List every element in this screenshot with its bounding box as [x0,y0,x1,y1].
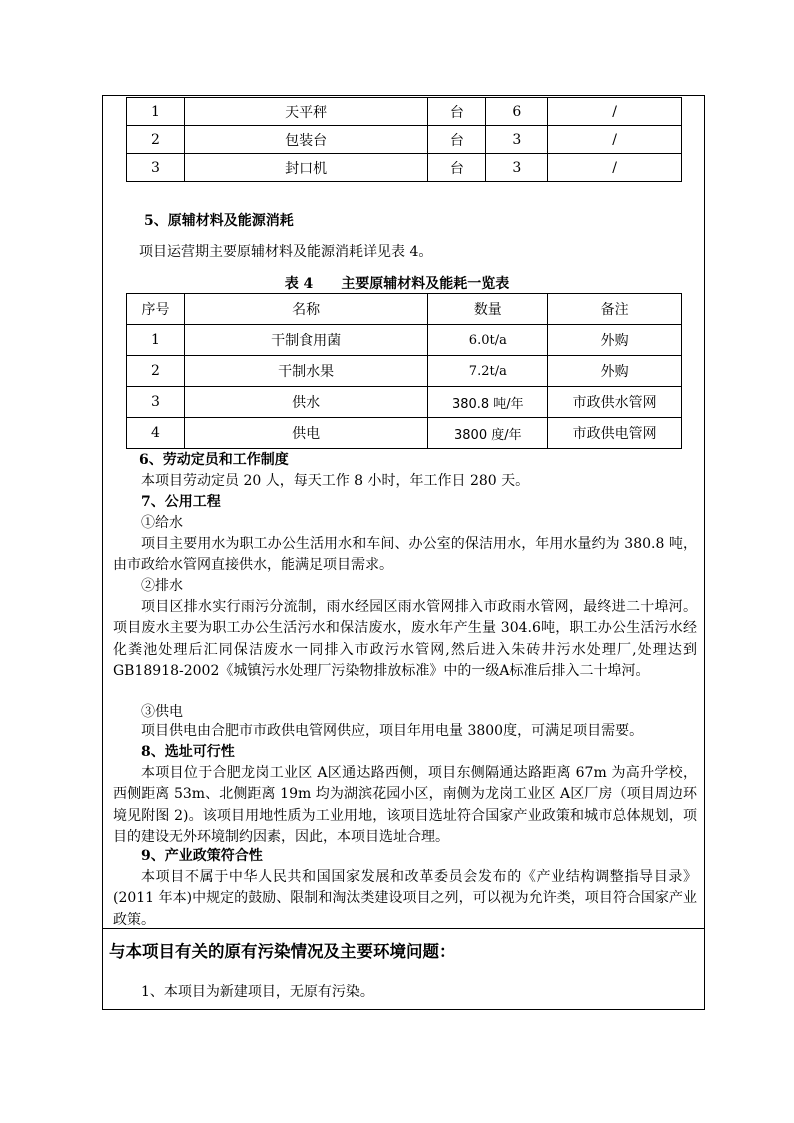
table-cell: / [548,126,682,154]
section6-heading: 6、劳动定员和工作制度 [139,452,289,468]
power-text: 项目供电由合肥市市政供电管网供应，项目年用电量 3800度，可满足项目需要。 [141,723,644,739]
drainage-text: 项目区排水实行雨污分流制，雨水经园区雨水管网排入市政雨水管网，最终进二十埠河。项目废水主要为职工办公生活污水和保洁废水，废水年产生量 304.6吨，职工办公生活污水经化粪池处理后汇同保洁废水一同排入市政污水管网,然后进入朱砖井污水处理厂,处理达到 GB18918-2002《城镇污水处理厂污染物排放标准》中的一级A标准后排入二十埠河。 [113,599,697,679]
table-cell: 3 [127,387,185,418]
table-header-cell: 序号 [127,294,185,325]
materials-table [126,293,682,449]
water-supply-heading: ①给水 [141,515,183,531]
table-cell: 供电 [184,418,428,449]
table-row [127,325,682,356]
table-cell: 包装台 [184,126,428,154]
table4-title: 主要原辅材料及能耗一览表 [341,276,510,292]
table4-label: 表 4 [284,276,314,292]
table-cell: 1 [127,98,185,126]
table-row [127,418,682,449]
table-cell: 6.0t/a [428,325,548,356]
table-row [127,126,682,154]
table-cell: 封口机 [184,154,428,182]
equipment-table [126,97,682,182]
table-row [127,98,682,126]
pollution-heading: 与本项目有关的原有污染情况及主要环境问题： [109,942,456,961]
water-supply-text: 项目主要用水为职工办公生活用水和车间、办公室的保洁用水，年用水量约为 380.8 吨，由市政给水管网直接供水，能满足项目需求。 [113,536,697,574]
table-cell: 1 [127,325,185,356]
table-header-cell: 名称 [184,294,428,325]
table-cell: 3 [486,126,548,154]
section9-heading: 9、产业政策符合性 [141,848,263,864]
table-header-row [127,294,682,325]
table-row [127,387,682,418]
table-cell: 6 [486,98,548,126]
table-cell: 市政供水管网 [548,387,682,418]
table-cell: 380.8 吨/年 [428,387,548,418]
table-cell: 2 [127,356,185,387]
table-header-cell: 备注 [548,294,682,325]
table-cell: 7.2t/a [428,356,548,387]
section7-heading: 7、公用工程 [141,494,221,510]
table-cell: 3 [486,154,548,182]
table-cell: 台 [428,126,486,154]
table-cell: 台 [428,98,486,126]
table-cell: 3800 度/年 [428,418,548,449]
table-cell: 供水 [184,387,428,418]
table-cell: 外购 [548,325,682,356]
table-cell: 外购 [548,356,682,387]
pollution-item-1: 1、本项目为新建项目，无原有污染。 [141,984,374,1000]
table-cell: 天平秤 [184,98,428,126]
section6-text: 本项目劳动定员 20 人，每天工作 8 小时，年工作日 280 天。 [141,473,530,489]
section8-heading: 8、选址可行性 [141,744,235,760]
section5-intro: 项目运营期主要原辅材料及能源消耗详见表 4。 [139,244,433,260]
section9-text: 本项目不属于中华人民共和国国家发展和改革委员会发布的《产业结构调整指导目录》(2011 年本)中规定的鼓励、限制和淘汰类建设项目之列，可以视为允许类，项目符合国家产业政策。 [113,869,697,928]
section8-text: 本项目位于合肥龙岗工业区 A区通达路西侧，项目东侧隔通达路距离 67m 为高升学校，西侧距离 53m、北侧距离 19m 均为湖滨花园小区，南侧为龙岗工业区 A区厂房（项目周边环境见附图 2)。该项目用地性质为工业用地，该项目选址符合国家产业政策和城市总体规划，项目的建设无外环境制约因素，因此，本项目选址合理。 [113,765,697,845]
table-cell: 市政供电管网 [548,418,682,449]
table-row [127,356,682,387]
table-cell: 4 [127,418,185,449]
drainage-heading: ②排水 [141,578,183,594]
table-cell: 干制食用菌 [184,325,428,356]
table-cell: / [548,98,682,126]
table-cell: / [548,154,682,182]
table-row [127,154,682,182]
table-cell: 3 [127,154,185,182]
section5-heading: 5、原辅材料及能源消耗 [144,213,294,229]
power-heading: ③供电 [141,704,183,720]
table-cell: 干制水果 [184,356,428,387]
table-cell: 2 [127,126,185,154]
table-header-cell: 数量 [428,294,548,325]
table-cell: 台 [428,154,486,182]
table4-caption [0,273,794,293]
